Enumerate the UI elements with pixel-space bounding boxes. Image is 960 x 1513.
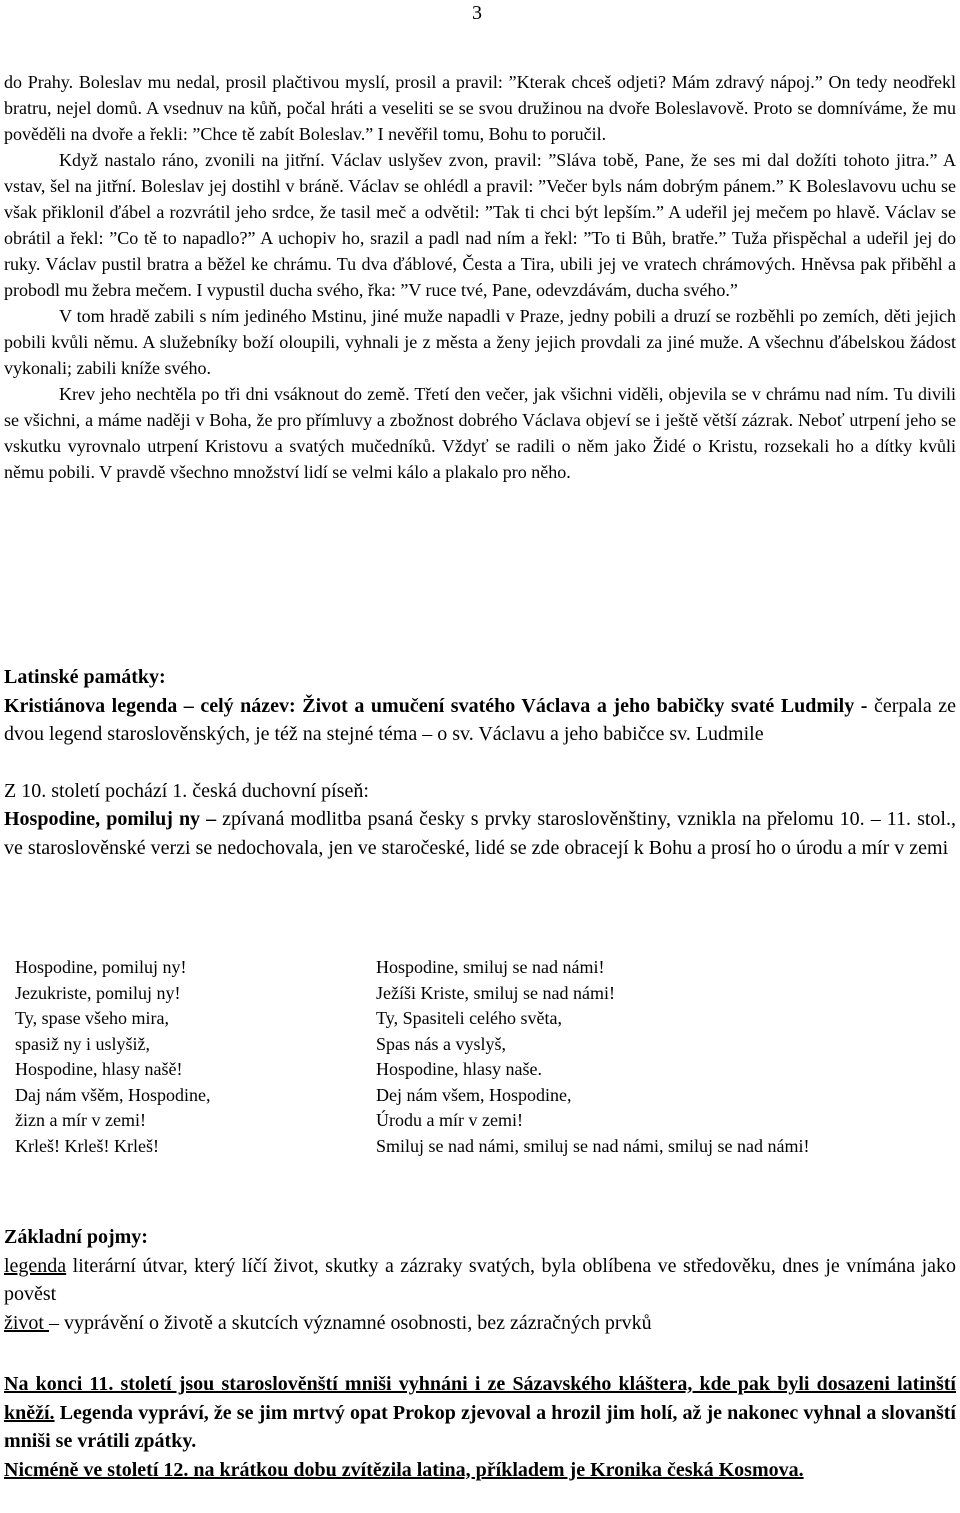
definition-zivot: – vyprávění o životě a skutcích významné osobnosti, bez zázračných prvků (49, 1311, 652, 1334)
poem-line: Krleš! Krleš! Krleš! (15, 1135, 159, 1156)
kristian-title: Kristiánova legenda – celý název: Život a umučení svatého Václava a jeho babičky svaté Ludmily - (4, 694, 868, 717)
poem-line: Hospodine, smiluj se nad námi! (376, 957, 605, 977)
narrative-section (4, 69, 956, 485)
poem-line: Hospodine, hlasy naše. (376, 1059, 542, 1079)
poem-line: Ježíši Kriste, smiluj se nad námi! (376, 982, 615, 1003)
concept-zivot (4, 1309, 956, 1338)
poem-line: Ty, Spasiteli celého světa, (376, 1008, 563, 1028)
latin-section (4, 663, 956, 862)
poem-line: spasiž ny i uslyšiž, (15, 1033, 150, 1054)
poem-line: žizn a mír v zemi! (15, 1110, 146, 1130)
kristian-paragraph (4, 692, 956, 749)
century-line: Z 10. století pochází 1. česká duchovní píseň: (4, 779, 369, 802)
concepts-heading: Základní pojmy: (4, 1226, 148, 1248)
ending-paragraph-2 (4, 1456, 956, 1485)
concepts-section (4, 1223, 956, 1337)
poem-line: Spas nás a vyslyš, (376, 1033, 506, 1054)
term-zivot: život (4, 1311, 49, 1334)
poem-line: Dej nám všem, Hospodine, (376, 1084, 572, 1105)
poem-line: Smiluj se nad námi, smiluj se nad námi, smiluj se nad námi! (376, 1135, 810, 1156)
poem-line: Hospodine, hlasy našě! (15, 1059, 183, 1079)
narrative-paragraph-4: Krev jeho nechtěla po tři dni vsáknout do země. Třetí den večer, jak všichni viděli, objevila se v chrámu nad ním. Tu divili se všichni, a máme naději v Boha, že pro přímluvy a zbožnost dobrého Václava objeví se i ještě větší zázrak. Neboť utrpení jeho se vskutku vyrovnalo utrpení Kristovu a svatých mučedníků. Vždyť se radili o něm jako Židé o Kristu, rozsekali ho a dítky kvůli němu pobili. V pravdě všechno množství lidí se velmi kálo a plakalo pro něho. (4, 384, 956, 482)
hospodine-title: Hospodine, pomiluj ny – (4, 808, 217, 830)
definition-legenda: literární útvar, který líčí život, skutky a zázraky svatých, byla oblíbena ve středověku, dnes je vnímána jako pověst (4, 1254, 956, 1305)
page-number: 3 (472, 2, 482, 24)
hospodine-paragraph (4, 805, 956, 862)
poem-line: Úrodu a mír v zemi! (376, 1110, 523, 1130)
narrative-paragraph-1: do Prahy. Boleslav mu nedal, prosil plačtivou myslí, prosil a pravil: ”Kterak chceš odjeti? Mám zdravý nápoj.” On tedy neodřekl bratru, nejel domů. A vsednuv na kůň, počal hráti a veseliti se se svou družinou na dvoře Boleslavově. Proto se domníváme, že mu pověděli na dvoře a řekli: ”Chce tě zabít Boleslav.” I nevěřil tomu, Bohu to poručil. (4, 72, 956, 144)
latin-heading: Latinské památky: (4, 666, 166, 688)
poem-line: Daj nám všěm, Hospodine, (15, 1084, 211, 1105)
concept-legenda (4, 1252, 956, 1309)
poem-line: Jezukriste, pomiluj ny! (15, 982, 181, 1003)
poem-modern-czech (376, 955, 809, 1159)
term-legenda: legenda (4, 1254, 67, 1277)
latin-victory-note: Nicméně ve století 12. na krátkou dobu zvítězila latina, příkladem je Kronika česká Kosmova. (4, 1458, 804, 1481)
poem-line: Ty, spase všeho mira, (15, 1008, 170, 1028)
hospodine-description: zpívaná modlitba psaná česky s prvky staroslověnštiny, vznikla na přelomu 10. – 11. stol., ve staroslověnské verzi se nedochovala, jen ve staročeské, lidé se zde obracejí k Bohu a prosí ho o úrodu a mír v zemi (4, 808, 956, 859)
narrative-paragraph-3: V tom hradě zabili s ním jediného Mstinu, jiné muže napadli v Praze, jedny pobili a druzí se rozběhli po zemích, děti jejich pobili kvůli němu. A služebníky boží oloupili, vyhnali je z města a ženy jejich provdali za jiné muže. A všechnu ďábelskou žádost vykonali; zabili kníže svého. (4, 306, 956, 378)
kristian-description: čerpala ze dvou legend staroslověnských, je též na stejné téma – o sv. Václavu a jeho babičce sv. Ludmile (4, 694, 956, 745)
prokop-legend: Legenda vypráví, že se jim mrtvý opat Prokop zjevoval a hrozil jim holí, až je nakonec vyhnal a slovanští mniši se vrátili zpátky. (4, 1401, 956, 1452)
poem-old-czech (15, 955, 210, 1159)
ending-paragraph-1 (4, 1370, 956, 1456)
poem-line: Hospodine, pomiluj ny! (15, 957, 187, 977)
sazava-note: Na konci 11. století jsou staroslověnští mniši vyhnáni i ze Sázavského kláštera, kde pak byli dosazeni latinští kněží. (4, 1373, 956, 1424)
narrative-paragraph-2: Když nastalo ráno, zvonili na jitřní. Václav uslyšev zvon, pravil: ”Sláva tobě, Pane, že ses mi dal dožíti tohoto jitra.” A vstav, šel na jitřní. Boleslav jej dostihl v bráně. Václav se ohlédl a pravil: ”Večer byls nám dobrým pánem.” K Boleslavovu uchu se však přiklonil ďábel a rozvrátil jeho srdce, že tasil meč a odvětil: ”Tak ti chci být lepším.” A udeřil jej mečem po hlavě. Václav se obrátil a řekl: ”Co tě to napadlo?” A uchopiv ho, srazil a padl nad ním a řekl: ”To ti Bůh, bratře.” Tuža přispěchal a udeřil jej do ruky. Václav pustil bratra a běžel ke chrámu. Tu dva ďáblové, Česta a Tira, ubili jej ve vratech chrámových. Hněvsa pak přiběhl a probodl mu žebra mečem. I vypustil ducha svého, řka: ”V ruce tvé, Pane, odevzdávám, ducha svého.” (4, 150, 956, 300)
ending-section (4, 1370, 956, 1484)
